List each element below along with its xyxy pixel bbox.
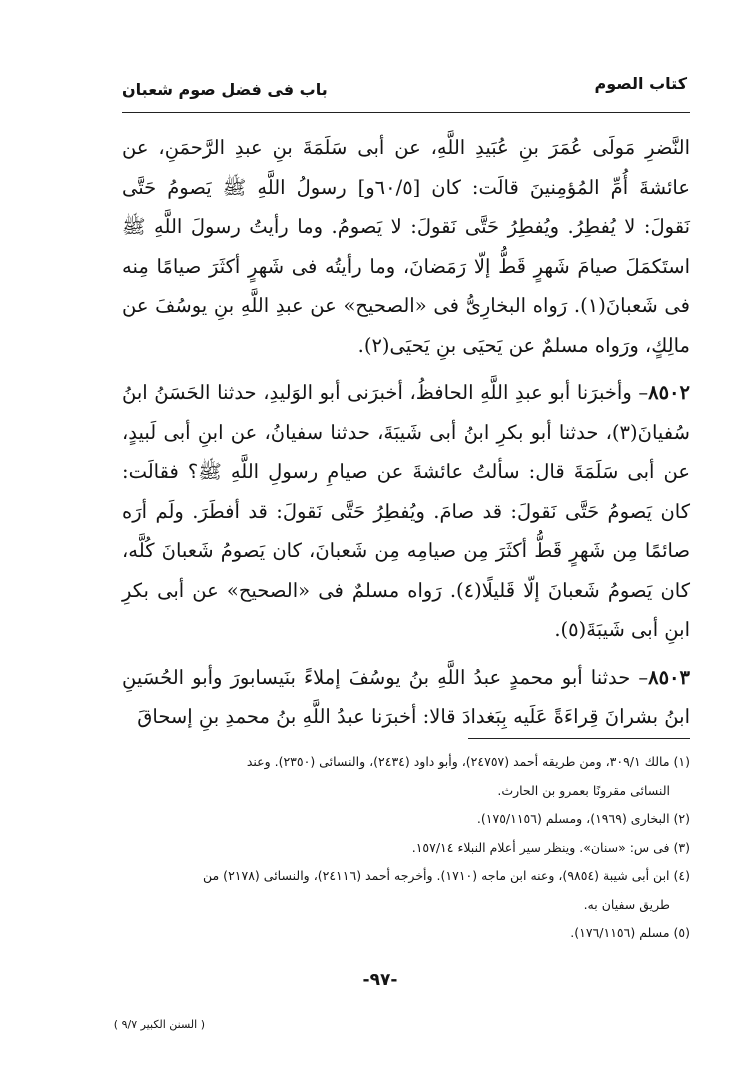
hadith-number: ٨٥٠٢ (648, 381, 690, 404)
footnote-rule (468, 738, 690, 739)
main-text (122, 128, 690, 728)
hadith-8502 (122, 373, 690, 650)
footnote-4-continued: طريق سفيان به. (583, 896, 670, 912)
footnote-5: (٥) مسلم (١٧٦/١١٥٦). (570, 925, 690, 940)
running-header (122, 72, 687, 108)
hadith-text: – حدثنا أبو محمدٍ عبدُ اللَّهِ بنُ يوسُفَ إملاءً بنَيسابورَ وأبو الحُسَينِ ابنُ بشرانَ قِراءَةً عَلَيه بِبَغدادَ قالا: أخبرَنا عبدُ اللَّهِ بنُ محمدِ بنِ إسحاقَ (122, 665, 690, 728)
footnote-3: (٣) فى س: «سنان». وينظر سير أعلام النبلاء ١٥٧/١٤. (411, 839, 690, 855)
footnotes (150, 748, 690, 948)
footnote-4: (٤) ابن أبى شيبة (٩٨٥٤)، وعنه ابن ماجه (١٧١٠). وأخرجه أحمد (٢٤١١٦)، والنسائى (٢١٧٨) من (203, 868, 690, 883)
footnote-1-continued: النسائى مقرونًا بعمرو بن الحارث. (497, 782, 670, 798)
footnote-1: (١) مالك ٣٠٩/١، ومن طريقه أحمد (٢٤٧٥٧)، وأبو داود (٢٤٣٤)، والنسائى (٢٣٥٠). وعند (246, 754, 690, 769)
hadith-text: – وأخبرَنا أبو عبدِ اللَّهِ الحافظُ، أخبرَنى أبو الوَليدِ، حدثنا الحَسَنُ ابنُ سُفيانَ(٣)، حدثنا أبو بكرِ ابنُ أبى شَيبَةَ، حدثنا سفيانُ، عن ابنِ أبى لَبيدٍ، عن أبى سَلَمَةَ قال: سألتُ عائشةَ عن صيامِ رسولِ اللَّهِ ﷺ؟ فقالَت: كان يَصومُ حَتَّى نَقولَ: قد صامَ. ويُفطِرُ حَتَّى نَقولَ: قد أفطَرَ. ولَم أرَه صائمًا مِن شَهرٍ قَطُّ أكثَرَ مِن صيامِه مِن شَعبانَ، كان يَصومُ شَعبانَ كُلَّه، كان يَصومُ شَعبانَ إلّا قَليلًا(٤). رَواه مسلمٌ فى «الصحيح» عن أبى بكرِ ابنِ أبى شَيبَةَ(٥). (122, 381, 690, 641)
printer-signature: ( السنن الكبير ٩/٧ ) (113, 1018, 205, 1031)
hadith-8503 (122, 658, 690, 737)
page-number: -٩٧- (362, 970, 398, 990)
header-rule (122, 112, 690, 113)
hadith-number: ٨٥٠٣ (648, 665, 690, 689)
paragraph-continuation: النَّضرِ مَولَى عُمَرَ بنِ عُبَيدِ اللَّهِ، عن أبى سَلَمَةَ بنِ عبدِ الرَّحمَنِ، عن عائشةَ أُمِّ المُؤمِنينَ قالَت: كان [٦٠/٥و] رسولُ اللَّهِ ﷺ يَصومُ حَتَّى نَقولَ: لا يُفطِرُ. ويُفطِرُ حَتَّى نَقولَ: لا يَصومُ. وما رأيتُ رسولَ اللَّهِ ﷺ استَكمَلَ صيامَ شَهرٍ قَطُّ إلّا رَمَضانَ، وما رأيتُه فى شَهرٍ أكثَرَ صيامًا مِنه فى شَعبانَ(١). رَواه البخارِىُّ فى «الصحيح» عن عبدِ اللَّهِ بنِ يوسُفَ عن مالِكٍ، ورَواه مسلمٌ عن يَحيَى بنِ يَحيَى(٢). (122, 136, 690, 357)
chapter-title: باب فى فضل صوم شعبان (122, 80, 328, 99)
book-title: كتاب الصوم (594, 74, 687, 93)
footnote-2: (٢) البخارى (١٩٦٩)، ومسلم (١٧٥/١١٥٦). (476, 811, 690, 826)
